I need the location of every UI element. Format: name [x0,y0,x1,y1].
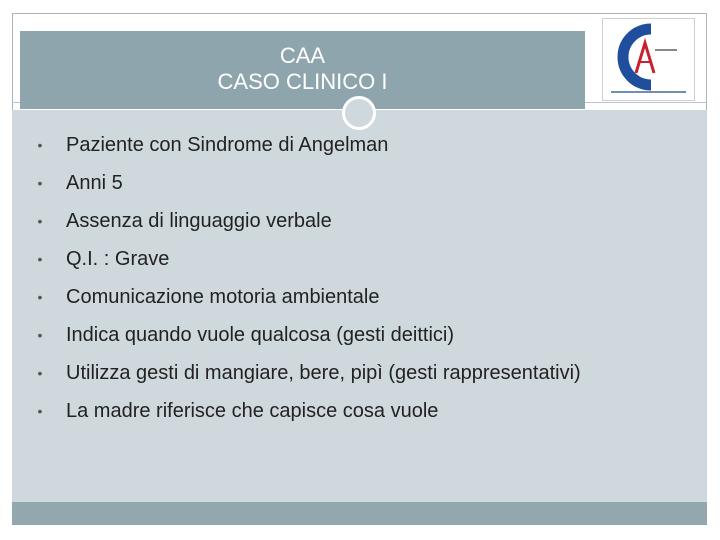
bullet-text: Indica quando vuole qualcosa (gesti deittici) [66,324,455,346]
title-circle-ornament [342,96,376,130]
bullet-item [28,400,688,423]
bullet-dot: • [37,403,43,419]
bullet-dot: • [37,251,43,267]
bullet-list [28,134,688,438]
logo [602,18,695,101]
caa-logo-icon [603,19,694,100]
bullet-item [28,248,688,271]
bullet-item [28,324,688,347]
slide-title-line1: CAA [279,43,326,68]
bullet-text: Q.I. : Grave [66,248,170,270]
bullet-text: Assenza di linguaggio verbale [66,210,332,232]
logo-a-shape [636,43,654,73]
bullet-text: Comunicazione motoria ambientale [66,286,380,308]
footer-bar [12,502,707,525]
bullet-dot: • [37,213,43,229]
bullet-dot: • [37,289,43,305]
bullet-item [28,134,688,157]
bullet-dot: • [37,175,43,191]
logo-c-shape [623,29,651,85]
bullet-item [28,286,688,309]
bullet-dot: • [37,365,43,381]
bullet-item [28,362,688,385]
bullet-dot: • [37,327,43,343]
bullet-text: Utilizza gesti di mangiare, bere, pipì (gesti rappresentativi) [66,362,581,384]
slide-title-line2: CASO CLINICO I [217,69,388,94]
bullet-text: La madre riferisce che capisce cosa vuole [66,400,439,422]
bullet-text: Anni 5 [66,172,123,194]
title-banner [20,31,585,109]
bullet-text: Paziente con Sindrome di Angelman [66,134,389,156]
bullet-dot: • [37,137,43,153]
bullet-item [28,172,688,195]
bullet-item [28,210,688,233]
